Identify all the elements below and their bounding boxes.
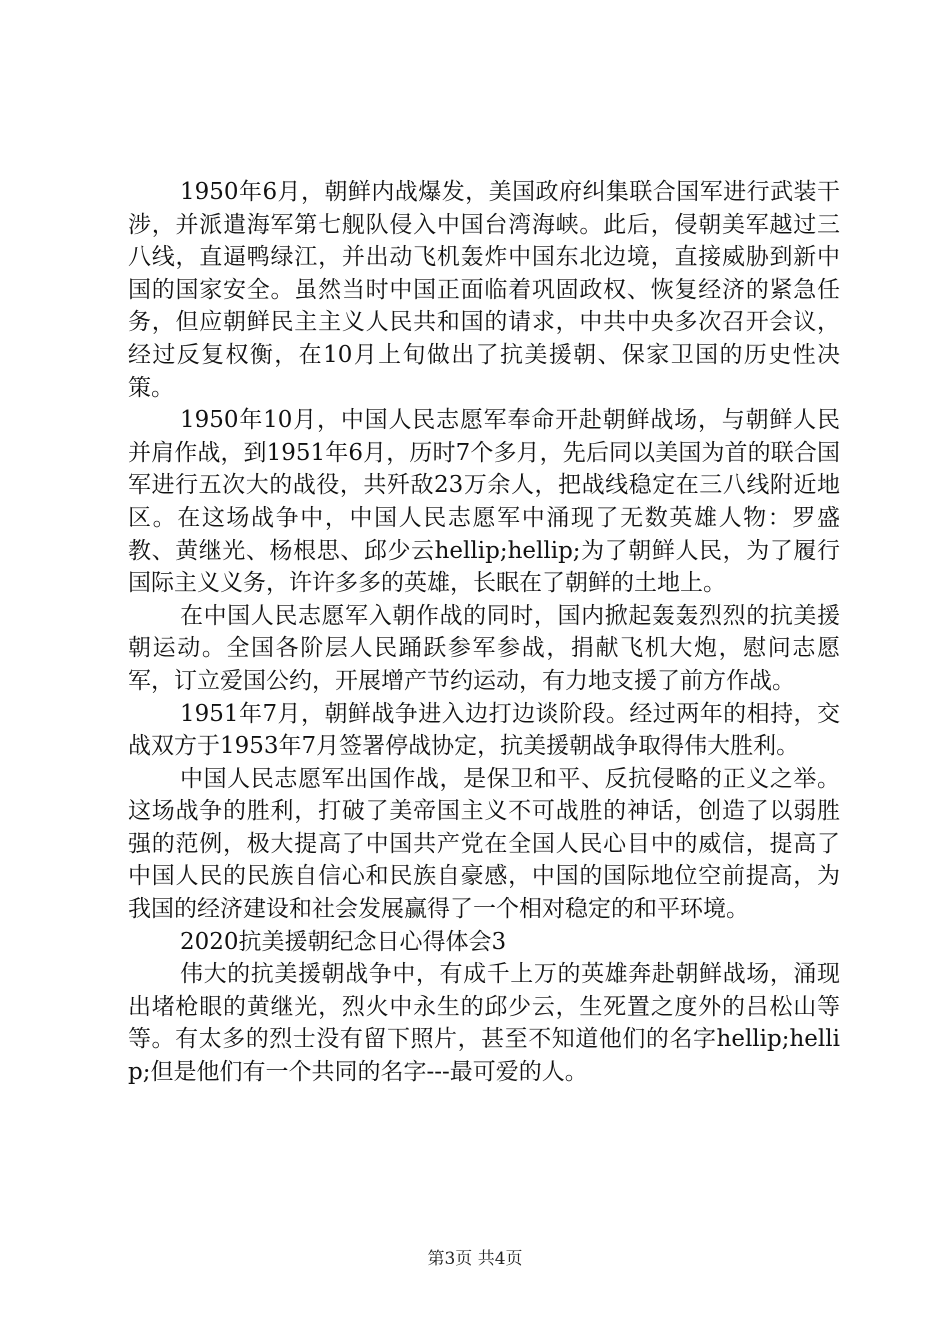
document-body	[128, 176, 840, 1089]
section-heading: 2020抗美援朝纪念日心得体会3	[180, 928, 507, 955]
paragraph-5: 中国人民志愿军出国作战，是保卫和平、反抗侵略的正义之举。这场战争的胜利，打破了美帝国主义不可战胜的神话，创造了以弱胜强的范例，极大提高了中国共产党在全国人民心目中的威信，提高了中国人民的民族自信心和民族自豪感，中国的国际地位空前提高，为我国的经济建设和社会发展赢得了一个相对稳定的和平环境。	[128, 765, 840, 923]
paragraph-1: 1950年6月，朝鲜内战爆发，美国政府纠集联合国军进行武装干涉，并派遣海军第七舰队侵入中国台湾海峡。此后，侵朝美军越过三八线，直逼鸭绿江，并出动飞机轰炸中国东北边境，直接威胁到新中国的国家安全。虽然当时中国正面临着巩固政权、恢复经济的紧急任务，但应朝鲜民主主义人民共和国的请求，中共中央多次召开会议，经过反复权衡，在10月上旬做出了抗美援朝、保家卫国的历史性决策。	[128, 179, 840, 401]
paragraph-3: 在中国人民志愿军入朝作战的同时，国内掀起轰轰烈烈的抗美援朝运动。全国各阶层人民踊跃参军参战，捐献飞机大炮，慰问志愿军，订立爱国公约，开展增产节约运动，有力地支援了前方作战。	[128, 602, 840, 694]
paragraph-2: 1950年10月，中国人民志愿军奉命开赴朝鲜战场，与朝鲜人民并肩作战，到1951年6月，历时7个多月，先后同以美国为首的联合国军进行五次大的战役，共歼敌23万余人，把战线稳定在三八线附近地区。在这场战争中，中国人民志愿军中涌现了无数英雄人物：罗盛教、黄继光、杨根思、邱少云hellip;hellip;为了朝鲜人民，为了履行国际主义义务，许许多多的英雄，长眠在了朝鲜的土地上。	[128, 407, 840, 597]
paragraph-6: 伟大的抗美援朝战争中，有成千上万的英雄奔赴朝鲜战场，涌现出堵枪眼的黄继光，烈火中永生的邱少云，生死置之度外的吕松山等等。有太多的烈士没有留下照片，甚至不知道他们的名字hellip;hellip;但是他们有一个共同的名字---最可爱的人。	[128, 961, 840, 1086]
page-number-footer: 第3页 共4页	[427, 1249, 523, 1269]
paragraph-4: 1951年7月，朝鲜战争进入边打边谈阶段。经过两年的相持，交战双方于1953年7月签署停战协定，抗美援朝战争取得伟大胜利。	[128, 700, 840, 760]
